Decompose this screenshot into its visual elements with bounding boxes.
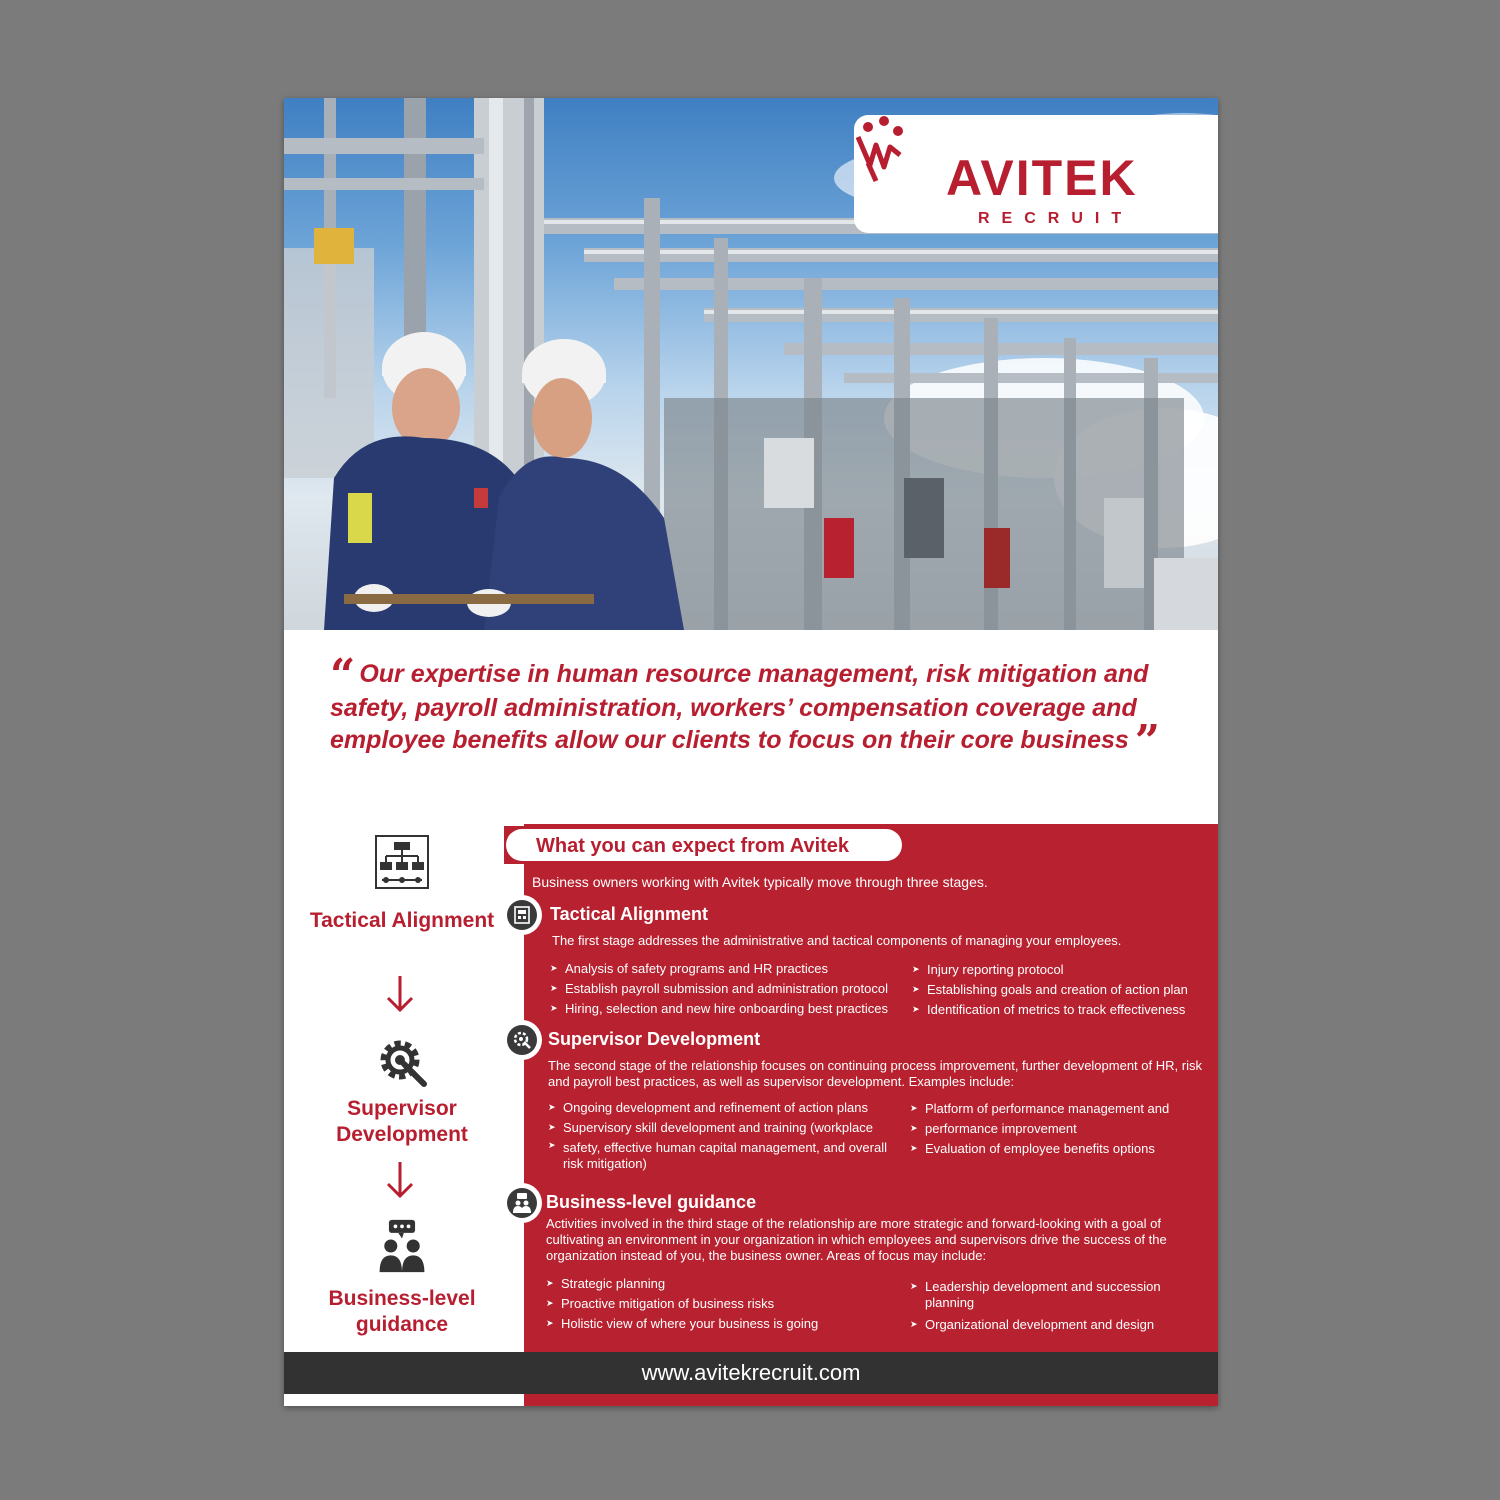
list-item: ➤ Hiring, selection and new hire onboarding best practices	[550, 999, 910, 1019]
gear-wrench-icon	[374, 1034, 430, 1090]
arrow-down-icon	[384, 974, 416, 1014]
list-item: ➤ Strategic planning	[546, 1274, 892, 1294]
list-item: ➤ Injury reporting protocol	[912, 960, 1208, 980]
section-desc-business: Activities involved in the third stage of the relationship are more strategic and forward-looking with a goal of cultivating an environment in your organization in which employees and supervisors drive the success of the organization instead of you, the business owner. Areas of focus may include:	[546, 1216, 1167, 1263]
business-bullets-left	[546, 1274, 892, 1334]
supervisor-bullets-left	[548, 1098, 894, 1172]
section-title-tactical: Tactical Alignment	[550, 904, 709, 924]
list-item: ➤ Proactive mitigation of business risks	[546, 1294, 892, 1314]
list-item: ➤ safety, effective human capital management, and overall risk mitigation)	[548, 1138, 894, 1172]
footer-strip-right	[524, 1394, 1218, 1406]
flyer	[284, 98, 1218, 1406]
list-item: ➤ Holistic view of where your business is going	[546, 1314, 892, 1334]
list-item: ➤ Ongoing development and refinement of action plans	[548, 1098, 894, 1118]
section-desc-tactical: The first stage addresses the administrative and tactical components of managing your employees.	[552, 933, 1122, 948]
list-item: ➤ Evaluation of employee benefits options	[910, 1139, 1210, 1159]
avitek-logo-icon	[854, 115, 910, 185]
list-item: ➤ Identification of metrics to track effectiveness	[912, 1000, 1208, 1020]
logo-card	[854, 115, 1218, 233]
quote-block	[330, 650, 1200, 767]
arrow-down-icon	[384, 1160, 416, 1200]
supervisor-badge-icon	[502, 1020, 542, 1060]
list-item: ➤ Leadership development and succession planning	[910, 1279, 1200, 1311]
stage-label-tactical: Tactical Alignment	[309, 909, 495, 932]
business-bullets-right	[910, 1279, 1200, 1335]
quote-text: Our expertise in human resource management, risk mitigation and safety, payroll administration, workers’ compensation coverage and employee benefits allow our clients to focus on their core business	[330, 660, 1149, 754]
footer-strip-left	[284, 1394, 524, 1406]
stages-column	[284, 824, 524, 1352]
logo-tagline: RECRUIT	[978, 210, 1134, 227]
list-item: ➤ Establish payroll submission and administration protocol	[550, 979, 910, 999]
open-quote-icon: “	[330, 650, 352, 701]
stage-label-supervisor: Supervisor Development	[336, 1097, 468, 1146]
list-item: ➤ Establishing goals and creation of action plan	[912, 980, 1208, 1000]
supervisor-bullets-right	[910, 1099, 1210, 1159]
list-item: ➤ Supervisory skill development and training (workplace	[548, 1118, 894, 1138]
logo-name: AVITEK	[946, 150, 1138, 206]
section-title-business: Business-level guidance	[546, 1192, 757, 1212]
panel-title: What you can expect from Avitek	[536, 835, 850, 857]
list-item: ➤ Organizational development and design	[910, 1315, 1200, 1335]
section-title-supervisor: Supervisor Development	[548, 1029, 761, 1049]
hero-photo	[284, 98, 1218, 630]
people-chat-icon	[374, 1218, 430, 1274]
close-quote-icon: ”	[1134, 716, 1157, 767]
list-item: ➤ Analysis of safety programs and HR practices	[550, 959, 910, 979]
tactical-bullets-right	[912, 960, 1208, 1020]
tactical-badge-icon	[502, 895, 542, 935]
stage-label-business: Business-level guidance	[328, 1287, 476, 1336]
website-link[interactable]: www.avitekrecruit.com	[641, 1360, 861, 1385]
list-item: ➤ performance improvement	[910, 1119, 1210, 1139]
list-item: ➤ Platform of performance management and	[910, 1099, 1210, 1119]
tactical-bullets-left	[550, 959, 910, 1019]
org-chart-icon	[374, 834, 430, 890]
panel-intro: Business owners working with Avitek typically move through three stages.	[532, 874, 988, 890]
section-desc-supervisor: The second stage of the relationship focuses on continuing process improvement, further development of HR, risk and payroll best practices, as well as supervisor development. Examples include:	[548, 1058, 1202, 1089]
business-badge-icon	[502, 1183, 542, 1223]
